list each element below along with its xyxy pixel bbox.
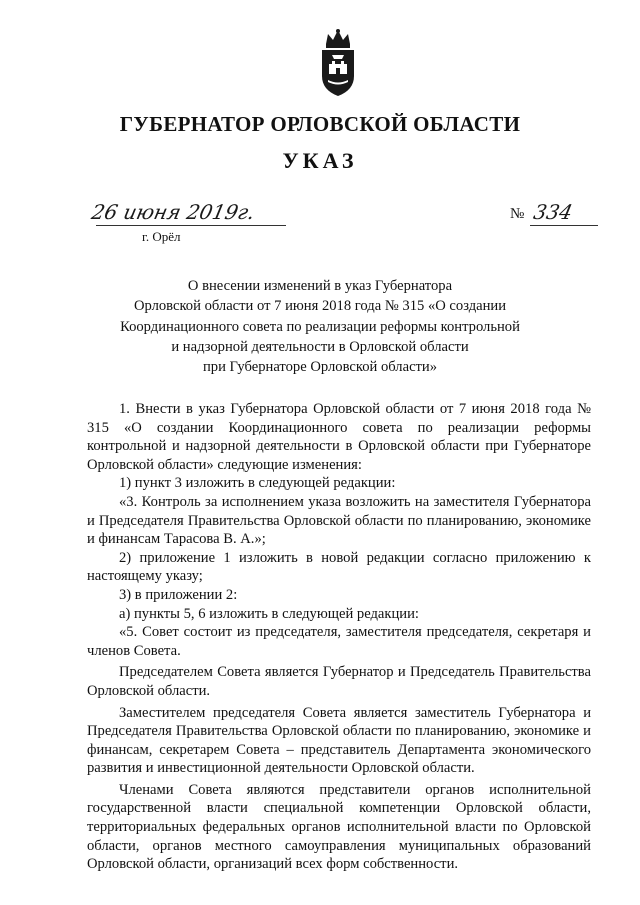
paragraph: а) пункты 5, 6 изложить в следующей редакции: xyxy=(119,605,419,622)
document-type: УКАЗ xyxy=(282,148,358,173)
paragraph: «3. Контроль за исполнением указа возложить на заместителя Губернатора и Председателя Правительства Орловской области по планированию, экономике и финансам Тарасова В. А.»; xyxy=(87,493,591,548)
org-title: ГУБЕРНАТОР ОРЛОВСКОЙ ОБЛАСТИ xyxy=(119,112,521,136)
orel-region-coat-of-arms-icon xyxy=(316,28,360,98)
decree-body xyxy=(87,400,591,874)
paragraph: 1. Внести в указ Губернатора Орловской области от 7 июня 2018 года № 315 «О создании Координационного совета по реализации реформы контрольной и надзорной деятельности в Орловской области при Губернаторе Орловской области» следующие изменения: xyxy=(87,401,591,473)
number-underline xyxy=(530,225,598,226)
number-label: № xyxy=(510,206,525,222)
paragraph: Заместителем председателя Совета является заместитель Губернатора и Председателя Правительства Орловской области по планированию, экономике и финансам, секретарем Совета – представитель Департамента экономического развития и инвестиционной деятельности Орловской области. xyxy=(87,704,591,777)
handwritten-date: 26 июня 2019г. xyxy=(89,200,257,224)
city-name: г. Орёл xyxy=(142,229,181,244)
handwritten-number: 334 xyxy=(531,200,575,224)
subject-line: О внесении изменений в указ Губернатора xyxy=(187,278,453,294)
subject-line: Координационного совета по реализации реформы контрольной xyxy=(120,318,520,335)
decree-subject xyxy=(100,276,540,377)
paragraph: «5. Совет состоит из председателя, заместителя председателя, секретаря и членов Совета. xyxy=(87,624,591,659)
paragraph: Председателем Совета является Губернатор и Председатель Правительства Орловской области. xyxy=(87,664,591,699)
paragraph: 2) приложение 1 изложить в новой редакции согласно приложению к настоящему указу; xyxy=(87,549,591,585)
paragraph: Членами Совета являются представители органов исполнительной государственной власти специальной компетенции Орловской области, территориальных федеральных органов исполнительной власти по Орловской области, органов местного самоуправления муниципальных образований Орловской области, организаций всех форм собственности. xyxy=(87,781,591,873)
subject-line: Орловской области от 7 июня 2018 года № 315 «О создании xyxy=(133,298,507,315)
paragraph: 3) в приложении 2: xyxy=(119,586,238,603)
subject-line: при Губернаторе Орловской области» xyxy=(202,359,438,376)
paragraph: 1) пункт 3 изложить в следующей редакции: xyxy=(119,475,396,492)
date-underline xyxy=(96,225,286,226)
subject-line: и надзорной деятельности в Орловской области xyxy=(171,338,469,355)
